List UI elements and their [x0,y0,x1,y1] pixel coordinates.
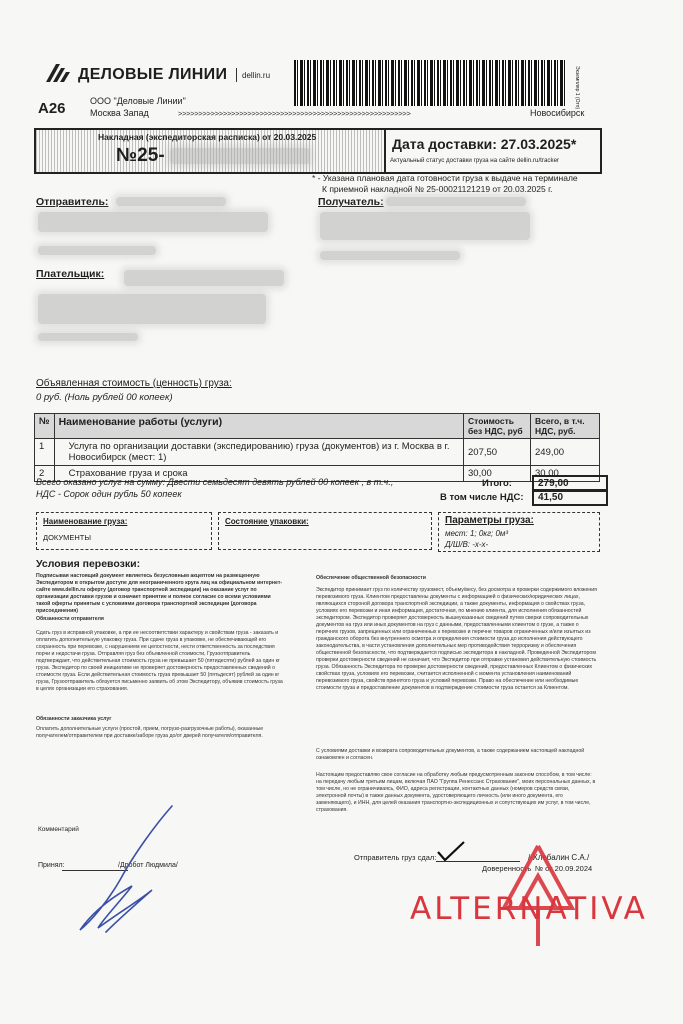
total-label: Итого: [482,478,512,489]
client-duties-title: Обязанности заказчика услуг [36,716,112,722]
barcode [294,60,566,106]
security-title: Обеспечение общественной безопасности [316,575,426,581]
vat-label: В том числе НДС: [440,492,524,503]
conditions-title: Условия перевозки: [36,558,141,570]
terminal-to: Новосибирск [530,108,585,118]
power-label: Доверенность [482,864,532,873]
cargo-name-box [36,512,212,550]
sender-sign-label: Отправитель груз сдал: [354,853,437,862]
recipient-address-hidden [320,212,530,240]
handwritten-signature [60,800,180,940]
terminal-from: Москва Запад [90,108,149,118]
cargo-dims: Д/Ш/В: -x-x- [445,540,489,549]
col-net: Стоимость без НДС, руб [464,414,531,439]
row-num: 2 [35,466,55,482]
payer-label: Плательщик: [36,268,105,280]
consent-text: С условиями доставки и возврата сопроводительных документов, а также содержанием настоящей накладной ознакомлен и согласен. [316,748,585,761]
personal-data-text: Настоящим предоставляю свое согласие на обработку любым предусмотренным законом способом, в том числе: на передачу любым третьим лицам, включая ПАО "Группа Ренессанс Страхование", моих персональных данных, в том числе, но не ограничиваясь, ФИО, адреса регистрации, контактных данных (номеров средств связи, электронной почты) в также данных документа, удостоверяющего личность (или иного документа, его заменяющего), и ИНН, для целей оказания транспортно-экспедиционных и сопутствующих им услуг, в том числе, страхования. [316,772,596,813]
cargo-name-value: ДОКУМЕНТЫ [43,533,92,542]
company-logo [44,62,74,84]
col-name: Наименование работы (услуги) [54,414,463,439]
waybill-split [384,130,386,172]
cargo-params-label: Параметры груза: [445,515,534,526]
total-value: 279,00 [532,475,608,492]
waybill-title: Накладная (экспедиторская расписка) от 20.03.2025 [98,132,317,142]
waybill-box [34,128,602,174]
comment-label: Комментарий [38,826,79,833]
row-name: Услуга по организации доставки (экспедированию) груза (документов) из г. Москва в г. Новосибирск (мест: 1) [54,439,463,466]
power-value: № от 20.09.2024 [535,864,593,873]
col-total: Всего, в т.ч. НДС, руб. [531,414,600,439]
row-total: 249,00 [531,439,600,466]
packaging-label: Состояние упаковки: [225,517,309,526]
row-num: 1 [35,439,55,466]
logo-text: ДЕЛОВЫЕ ЛИНИИ [78,66,228,83]
carrier-name: ООО "Деловые Линии" [90,96,186,106]
services-header-row [35,414,600,439]
conditions-intro: Подписывая настоящий документ являетесь безусловным акцептом на размещенную Экспедитором в открытом доступе для неограниченного круга лиц на официальном интернет-сайте www.dellin.ru оферту (договор транспортной экспедиции) на оказание услуг по организации доставки грузов и означает принятие и полное согласие со всеми условиями такой оферты принятым с условиями договора транспортной экспедиции (договора присоединения) [36,573,283,614]
client-duties-text: Оплатить дополнительные услуги (простой, прием, погрузо-разгрузочные работы), оказанные получателем/отправителем при доставке/заборе груза до/от дверей получателя/отправителя. [36,726,264,739]
route-arrows: >>>>>>>>>>>>>>>>>>>>>>>>>>>>>>>>>>>>>>>>>>>>>>>>>>>>>>>>> [178,109,411,118]
services-table [34,413,600,482]
accepted-name: /Дробот Людмила/ [118,862,178,869]
watermark-text: ALTERNATIVA [410,891,648,927]
declared-value: 0 руб. (Ноль рублей 00 копеек) [36,392,173,403]
accepted-label: Принял: [38,862,65,869]
planned-date-note: * - Указана плановая дата готовности груза к выдаче на терминале [312,173,578,183]
recipient-name-hidden [386,197,526,206]
packaging-box [218,512,432,550]
checkmark-signature [436,840,466,862]
sender-address-hidden [38,212,268,232]
col-num: № [35,414,55,439]
waybill-number-hidden [170,148,310,164]
payer-name-hidden [124,270,284,286]
reception-note: К приемной накладной № 25-00021121219 от 20.03.2025 г. [322,184,553,194]
sender-label: Отправитель: [36,196,109,208]
sender-contact-hidden [38,246,156,255]
delivery-date: Дата доставки: 27.03.2025* [392,136,577,152]
waybill-number: №25- [116,145,165,166]
vat-value: 41,50 [532,489,608,506]
row-net: 207,50 [464,439,531,466]
payer-address-hidden [38,294,266,324]
logo-mark-icon [44,62,74,84]
site-url: dellin.ru [242,71,271,80]
cargo-name-label: Наименование груза: [43,517,128,526]
vat-text: НДС - Сорок один рубль 50 копеек [36,489,182,499]
row-total: 30,00 [531,466,600,482]
logo-divider [236,68,237,82]
sum-text: Всего оказано услуг на сумму: Двести семьдесят девять рублей 00 копеек , в т.ч., [36,477,394,487]
cargo-params-value: мест: 1; 0кг; 0м³ [445,529,509,538]
sender-name-hidden [116,197,226,206]
copy-label: Экземпляр 1 (Отп) [574,66,580,110]
recipient-contact-hidden [320,251,460,260]
tracking-note: Актуальный статус доставки груза на сайте dellin.ru/tracker [390,157,560,164]
row-name: Страхование груза и срока [54,466,463,482]
security-text: Экспедитор принимает груз по количеству грузомест, объему/весу, без досмотра и проверки содержимого вложения перевозимого груза. Клиентом предоставлены документы с информацией о физических/юридических лицах, являющихся стороной договора транспортной экспедиции, а также документы, информация о свойствах груза, условиях его перевозки и иная информация, достаточная, по мнению клиента, для исполнения обязанностей экспедитором. Экспедитор проверяет достоверность вышеуказанных сведений путем сверки сопроводительных документов на груз или иных документов на груз с данными, предоставленными клиентом о грузе, а также о перечнях грузов, запрещенных или ограниченных к перевозке и перечне товаров ограниченных и/или изъятых из гражданского оборота без внутреннего осмотра и определения стоимости груза до исполнения действующего законодательства, в части установления дополнительных мер противодействия терроризму и обеспечения общественной безопасности, что подтверждается подписью экспедитора в накладной. Проведенной Экспедитором проверки достоверности сведений не означает, что Экспедитор при отправке установил действительную стоимость груза. Обязанность Экспедитора по проверке достоверности сведений, предоставленных Клиентом о физических свойствах груза, условиях его перевозки, считается исполненной с момента установления наименований перевозимого груза, свойств принятого груза и условий перевозки. Право на обеспечение или необходимые стоимости груза и предоставление документов в подтверждение стоимости груза остается за Клиентом. [316,587,597,691]
route-code: A26 [38,100,66,117]
sender-duties-title: Обязанности отправителя [36,616,104,622]
sender-duties-text: Сдать груз в исправной упаковке, а при ее несоответствии характеру и свойствам груза - заказать и оплатить дополнительную упаковку груза. При сдаче груза в упаковке, не обеспечивающей его сохранность при перевозке, с нарушением ее целостности, нести ответственность за последствия порчи и недостачи груза. Отправляя груз без объявленной стоимости, Грузоотправитель подтверждает, что действительная стоимость груза не превышает 50 (пятидесяти) рублей за один кг груза. Экспедитор по своей инициативе не проверяет достоверность предоставленных сведений о стоимости груза. Если действительная стоимость груза превышает 50 (пятьдесят) рублей за один кг груза, Грузоотправитель обязуется письменно заявить об этом Экспедитору, объявив стоимость груза в целях организации его страхования. [36,630,283,692]
recipient-label: Получатель: [318,196,384,208]
payer-contact-hidden [38,333,138,341]
row-net: 30,00 [464,466,531,482]
cargo-params-box [438,512,600,552]
declared-value-label: Объявленная стоимость (ценность) груза: [36,378,232,389]
sender-sign-name: / Хлебалин С.А./ [528,853,590,862]
table-row [35,439,600,466]
